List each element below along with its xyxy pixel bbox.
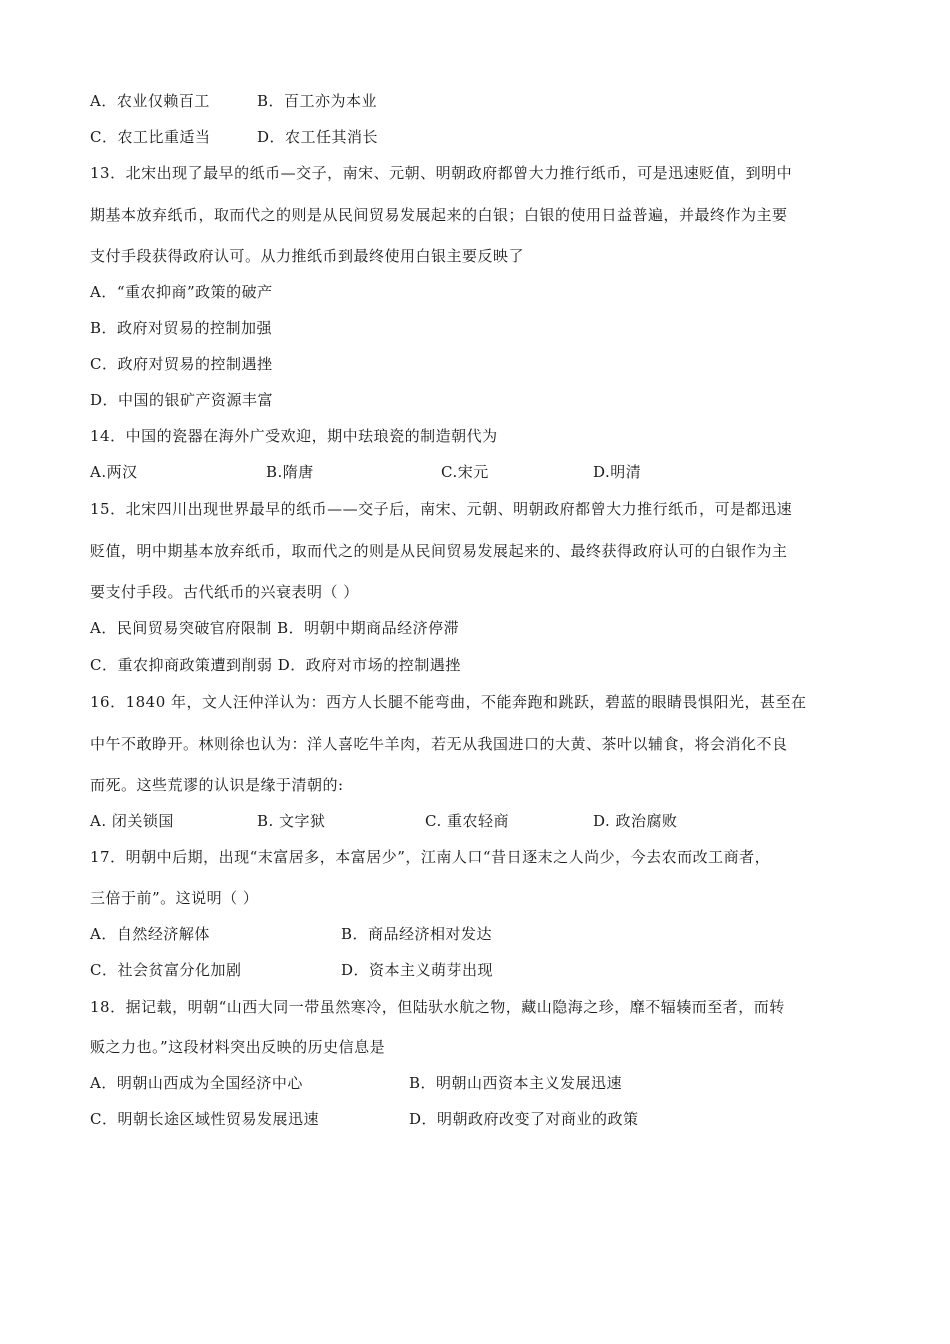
- q16-stem-line-3: 而死。这些荒谬的认识是缘于清朝的:: [90, 776, 344, 794]
- q14-option-a: A.两汉: [90, 463, 138, 481]
- q15-options-ab: A．民间贸易突破官府限制 B．明朝中期商品经济停滞: [90, 619, 460, 637]
- q18-option-b: B．明朝山西资本主义发展迅速: [409, 1074, 623, 1092]
- q15-stem-line-3: 要支付手段。古代纸币的兴衰表明（ ）: [90, 583, 359, 601]
- q12-option-c: C．农工比重适当: [90, 128, 211, 146]
- q16-option-c: C. 重农轻商: [425, 812, 509, 830]
- q14-option-b: B.隋唐: [266, 463, 314, 481]
- q15-stem-line-1: 15．北宋四川出现世界最早的纸币——交子后，南宋、元朝、明朝政府都曾大力推行纸币，可是都迅速: [90, 500, 793, 518]
- q12-option-a: A．农业仅赖百工: [90, 92, 210, 110]
- q17-option-a: A．自然经济解体: [90, 925, 210, 943]
- q13-stem-line-1: 13．北宋出现了最早的纸币—交子，南宋、元朝、明朝政府都曾大力推行纸币，可是迅速贬值，到明中: [90, 164, 793, 182]
- q17-option-b: B．商品经济相对发达: [341, 925, 493, 943]
- q13-stem-line-2: 期基本放弃纸币，取而代之的则是从民间贸易发展起来的白银；白银的使用日益普遍，并最终作为主要: [90, 206, 788, 224]
- q16-stem-line-1: 16．1840 年，文人汪仲洋认为：西方人长腿不能弯曲，不能奔跑和跳跃，碧蓝的眼睛畏惧阳光，甚至在: [90, 693, 807, 711]
- q14-option-c: C.宋元: [441, 463, 489, 481]
- q17-option-c: C．社会贫富分化加剧: [90, 961, 242, 979]
- q14-option-d: D.明清: [593, 463, 642, 481]
- q18-option-d: D．明朝政府改变了对商业的政策: [409, 1110, 639, 1128]
- q13-option-d: D．中国的银矿产资源丰富: [90, 391, 274, 409]
- q17-stem-line-1: 17．明朝中后期，出现“末富居多，本富居少”，江南人口“昔日逐末之人尚少，今去农而改工商者，: [90, 848, 771, 866]
- q18-stem-line-2: 贩之力也。”这段材料突出反映的历史信息是: [90, 1038, 386, 1056]
- q14-stem: 14．中国的瓷器在海外广受欢迎，期中珐琅瓷的制造朝代为: [90, 427, 498, 445]
- q16-option-d: D. 政治腐败: [593, 812, 678, 830]
- q12-option-b: B．百工亦为本业: [257, 92, 378, 110]
- q16-option-a: A. 闭关锁国: [90, 812, 174, 830]
- q15-stem-line-2: 贬值，明中期基本放弃纸币，取而代之的则是从民间贸易发展起来的、最终获得政府认可的白银作为主: [90, 542, 788, 560]
- q16-stem-line-2: 中午不敢睁开。林则徐也认为：洋人喜吃牛羊肉，若无从我国进口的大黄、茶叶以辅食，将会消化不良: [90, 735, 788, 753]
- q12-option-d: D．农工任其消长: [257, 128, 379, 146]
- q13-option-c: C．政府对贸易的控制遇挫: [90, 355, 273, 373]
- q16-option-b: B. 文字狱: [257, 812, 326, 830]
- q13-option-a: A．“重农抑商”政策的破产: [90, 283, 273, 301]
- q17-option-d: D．资本主义萌芽出现: [341, 961, 494, 979]
- q18-stem-line-1: 18．据记载，明朝“山西大同一带虽然寒冷，但陆驮水航之物，藏山隐海之珍，靡不辐辏而至者，而转: [90, 998, 785, 1016]
- q17-stem-line-2: 三倍于前”。这说明（ ）: [90, 889, 259, 907]
- q13-stem-line-3: 支付手段获得政府认可。从力推纸币到最终使用白银主要反映了: [90, 247, 525, 265]
- q13-option-b: B．政府对贸易的控制加强: [90, 319, 273, 337]
- q18-option-c: C．明朝长途区域性贸易发展迅速: [90, 1110, 319, 1128]
- q18-option-a: A．明朝山西成为全国经济中心: [90, 1074, 303, 1092]
- q15-options-cd: C．重农抑商政策遭到削弱 D．政府对市场的控制遇挫: [90, 656, 461, 674]
